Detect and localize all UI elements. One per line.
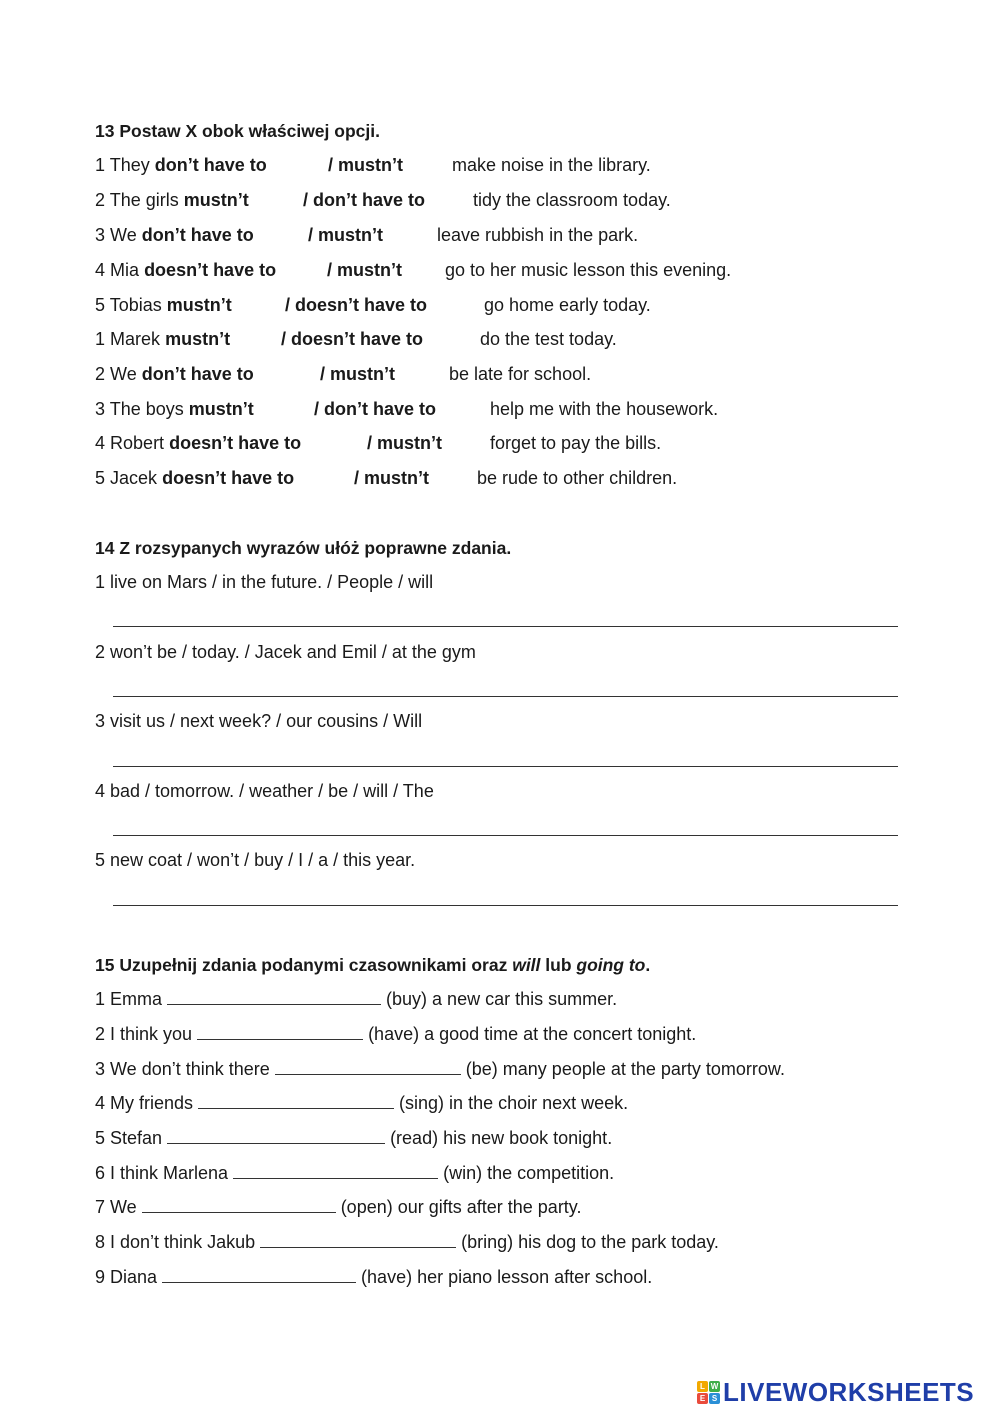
option-2[interactable]: / mustn’t [327, 260, 402, 280]
ex14-prompt: 4 bad / tomorrow. / weather / be / will / The [95, 781, 434, 801]
exercise-13-title: 13 Postaw X obok właściwej opcji. [95, 121, 380, 141]
ex15-item: 2 I think you (have) a good time at the concert tonight. [95, 1024, 697, 1044]
option-1[interactable]: don’t have to [154, 155, 267, 175]
option-1[interactable]: mustn’t [166, 295, 232, 315]
ex14-answer-line[interactable] [113, 766, 898, 767]
option-2[interactable]: / mustn’t [308, 225, 383, 245]
ex13-row: 5 Jacek doesn’t have to / mustn’t be rude to other children. [95, 468, 678, 488]
ex15-item: 3 We don’t think there (be) many people at the party tomorrow. [95, 1059, 785, 1079]
ex13-row: 3 The boys mustn’t / don’t have to help me with the housework. [95, 399, 719, 419]
ex14-prompt: 5 new coat / won’t / buy / I / a / this year. [95, 850, 416, 870]
ex15-item: 8 I don’t think Jakub (bring) his dog to the park today. [95, 1232, 719, 1252]
ex13-row: 4 Mia doesn’t have to / mustn’t go to her music lesson this evening. [95, 260, 732, 280]
option-2[interactable]: / mustn’t [328, 155, 403, 175]
option-1[interactable]: don’t have to [141, 364, 254, 384]
ex13-row: 1 Marek mustn’t / doesn’t have to do the test today. [95, 329, 617, 349]
option-2[interactable]: / doesn’t have to [285, 295, 428, 315]
ex13-row: 3 We don’t have to / mustn’t leave rubbish in the park. [95, 225, 639, 245]
ex13-row: 1 They don’t have to / mustn’t make noise in the library. [95, 155, 651, 175]
ex13-row: 2 The girls mustn’t / don’t have to tidy the classroom today. [95, 190, 671, 210]
ex15-item: 1 Emma (buy) a new car this summer. [95, 989, 618, 1009]
answer-blank[interactable] [198, 1091, 394, 1109]
logo-text: LIVEWORKSHEETS [723, 1376, 975, 1407]
ex14-answer-line[interactable] [113, 905, 898, 906]
ex14-answer-line[interactable] [113, 696, 898, 697]
answer-blank[interactable] [233, 1161, 438, 1179]
option-1[interactable]: don’t have to [141, 225, 254, 245]
option-2[interactable]: / mustn’t [320, 364, 395, 384]
option-1[interactable]: mustn’t [165, 329, 231, 349]
answer-blank[interactable] [162, 1265, 356, 1283]
option-1[interactable]: doesn’t have to [144, 260, 277, 280]
answer-blank[interactable] [167, 987, 381, 1005]
ex15-item: 5 Stefan (read) his new book tonight. [95, 1128, 613, 1148]
ex13-row: 2 We don’t have to / mustn’t be late for school. [95, 364, 592, 384]
logo-mark-icon: L W E S [697, 1381, 720, 1404]
option-1[interactable]: mustn’t [188, 399, 254, 419]
ex14-answer-line[interactable] [113, 835, 898, 836]
answer-blank[interactable] [142, 1195, 336, 1213]
ex15-item: 9 Diana (have) her piano lesson after school. [95, 1267, 653, 1287]
ex13-row: 5 Tobias mustn’t / doesn’t have to go home early today. [95, 295, 651, 315]
exercise-14-title: 14 Z rozsypanych wyrazów ułóż poprawne zdania. [95, 538, 512, 558]
ex14-prompt: 2 won’t be / today. / Jacek and Emil / at the gym [95, 642, 476, 662]
liveworksheets-logo[interactable] [697, 1375, 974, 1409]
option-2[interactable]: / don’t have to [314, 399, 437, 419]
answer-blank[interactable] [275, 1057, 461, 1075]
option-2[interactable]: / mustn’t [367, 433, 442, 453]
answer-blank[interactable] [197, 1022, 363, 1040]
option-2[interactable]: / mustn’t [354, 468, 429, 488]
option-1[interactable]: doesn’t have to [169, 433, 302, 453]
option-2[interactable]: / don’t have to [303, 190, 426, 210]
answer-blank[interactable] [167, 1126, 385, 1144]
answer-blank[interactable] [260, 1230, 456, 1248]
ex15-item: 7 We (open) our gifts after the party. [95, 1197, 582, 1217]
ex15-item: 4 My friends (sing) in the choir next week. [95, 1093, 629, 1113]
option-1[interactable]: mustn’t [183, 190, 249, 210]
ex13-row: 4 Robert doesn’t have to / mustn’t forget to pay the bills. [95, 433, 662, 453]
option-2[interactable]: / doesn’t have to [281, 329, 424, 349]
ex15-item: 6 I think Marlena (win) the competition. [95, 1163, 615, 1183]
ex14-prompt: 1 live on Mars / in the future. / People / will [95, 572, 434, 592]
ex14-prompt: 3 visit us / next week? / our cousins / Will [95, 711, 423, 731]
ex14-answer-line[interactable] [113, 626, 898, 627]
option-1[interactable]: doesn’t have to [162, 468, 295, 488]
exercise-15-title: 15 Uzupełnij zdania podanymi czasownikami oraz will lub going to. [95, 955, 651, 975]
